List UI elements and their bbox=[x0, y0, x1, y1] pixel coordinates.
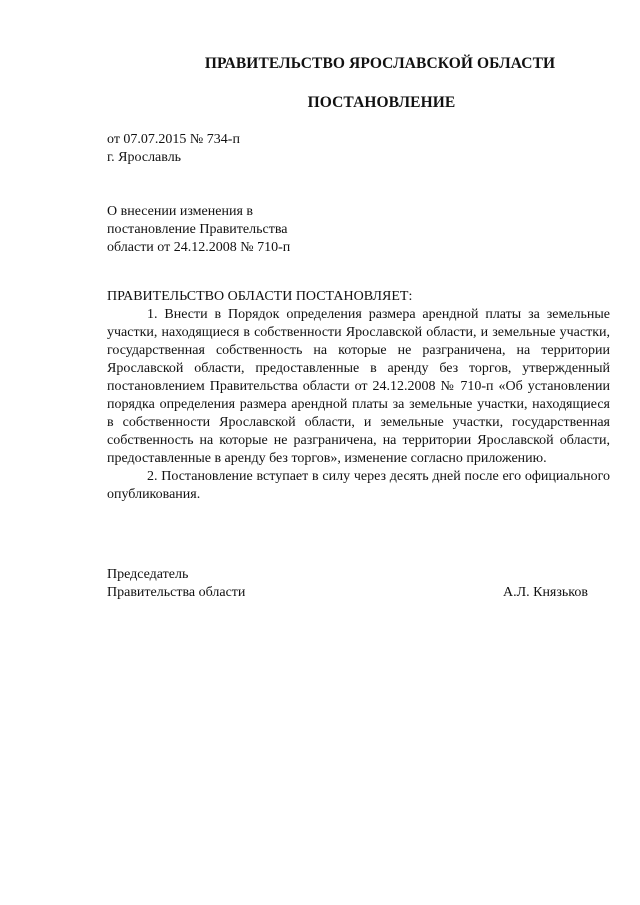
resolution-lead: ПРАВИТЕЛЬСТВО ОБЛАСТИ ПОСТАНОВЛЯЕТ: bbox=[107, 289, 413, 304]
subject-line-2: постановление Правительства bbox=[107, 222, 288, 237]
resolution-item-2: 2. Постановление вступает в силу через десять дней после его официального опубликования. bbox=[107, 469, 610, 502]
government-heading: ПРАВИТЕЛЬСТВО ЯРОСЛАВСКОЙ ОБЛАСТИ bbox=[204, 55, 556, 72]
signature-row bbox=[107, 584, 588, 602]
city: г. Ярославль bbox=[107, 150, 182, 165]
signature-block bbox=[107, 566, 588, 602]
signatory-name: А.Л. Князьков bbox=[503, 585, 588, 600]
subject-line-3: области от 24.12.2008 № 710-п bbox=[107, 240, 291, 255]
subject-line-1: О внесении изменения в bbox=[107, 204, 253, 219]
date-number: от 07.07.2015 № 734-п bbox=[107, 132, 240, 147]
document-type-heading: ПОСТАНОВЛЕНИЕ bbox=[307, 94, 456, 111]
document-body bbox=[107, 288, 610, 504]
resolution-item-1: 1. Внести в Порядок определения размера арендной платы за земельные участки, находящиеся в собственности Ярославской области, и земельные участки, государственная собственность на которые не разграничена, на территории Ярославской области, предоставленные в аренду без торгов, утвержденный постановлением Правительства области от 24.12.2008 № 710-п «Об установлении порядка определения размера арендной платы за земельные участки, находящиеся в собственности Ярославской области, и земельные участки, государственная собственность на которые не разграничена, на территории Ярославской области, предоставленные в аренду без торгов», изменение согласно приложению. bbox=[107, 307, 610, 466]
signatory-title-line-1: Председатель bbox=[107, 567, 189, 582]
document-subject bbox=[107, 203, 290, 257]
document-meta bbox=[107, 131, 240, 167]
signatory-title-line-2: Правительства области bbox=[107, 585, 246, 600]
